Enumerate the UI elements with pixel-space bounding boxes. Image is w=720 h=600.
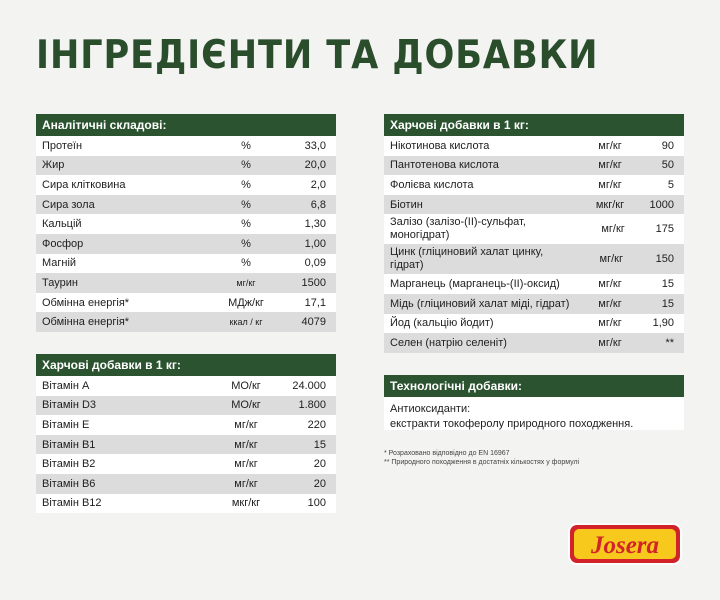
- row-value: 1,00: [304, 237, 326, 250]
- row-name: Кальцій: [42, 218, 82, 231]
- row-name: Вітамін В2: [42, 458, 96, 471]
- row-name: Нікотинова кислота: [390, 139, 490, 152]
- row-value: 0,09: [304, 257, 326, 270]
- row-unit: мкг/кг: [231, 497, 261, 510]
- nutritional-row: [384, 175, 684, 195]
- nutritional-panel: [384, 114, 684, 353]
- row-name: Протеїн: [42, 139, 83, 152]
- row-name: Вітамін В1: [42, 438, 96, 451]
- row-value: 20: [313, 477, 326, 490]
- antioxidants-label: Антиоксиданти:: [390, 403, 471, 415]
- row-unit: мг/кг: [234, 418, 258, 431]
- row-value: 1000: [649, 198, 674, 211]
- row-value: 1,30: [304, 218, 326, 231]
- row-name: Таурин: [42, 276, 78, 289]
- footnotes: [384, 449, 684, 467]
- row-unit: мг/кг: [601, 222, 625, 235]
- vitamins-row: [36, 494, 336, 514]
- row-value: 50: [661, 159, 674, 172]
- row-name: Жир: [42, 159, 65, 172]
- row-name: Фосфор: [42, 237, 84, 250]
- nutritional-row: [384, 274, 684, 294]
- row-value: 20: [313, 458, 326, 471]
- josera-logo: [567, 522, 683, 566]
- row-unit: мг/кг: [599, 252, 624, 265]
- row-name: Фолієва кислота: [390, 178, 474, 191]
- row-name: Залізо (залізо-(II)-сульфат, моногідрат): [390, 216, 526, 242]
- row-unit: %: [241, 237, 251, 250]
- nutritional-row: [384, 195, 684, 215]
- row-unit: мг/кг: [598, 297, 622, 310]
- analytical-row: [36, 136, 336, 156]
- row-name: Мідь (гліциновий халат міді, гідрат): [390, 297, 570, 310]
- row-name: Пантотенова кислота: [390, 159, 499, 172]
- row-name: Магній: [42, 257, 77, 270]
- row-value: 90: [661, 139, 674, 152]
- row-value: 33,0: [304, 139, 326, 152]
- row-unit: мкг/кг: [595, 198, 625, 211]
- row-name: Обмінна енергія*: [42, 296, 130, 309]
- row-unit: мг/кг: [598, 336, 622, 349]
- page-title: ІНГРЕДІЄНТИ ТА ДОБАВКИ: [36, 33, 599, 78]
- vitamins-row: [36, 415, 336, 435]
- nutritional-row: [384, 294, 684, 314]
- analytical-row: [36, 156, 336, 176]
- row-value: 17,1: [304, 296, 326, 309]
- analytical-row: [36, 195, 336, 215]
- row-name: Обмінна енергія*: [42, 316, 130, 329]
- row-name: Селен (натрію селеніт): [390, 336, 507, 349]
- row-value: 15: [661, 297, 674, 310]
- row-unit: мг/кг: [598, 317, 622, 330]
- row-value: 20,0: [304, 159, 326, 172]
- row-unit: мг/кг: [598, 178, 622, 191]
- footnote-natural: ** Природного походження в достатніх кількостях у формулі: [384, 459, 580, 466]
- row-value: 15: [661, 278, 674, 291]
- technological-header: Технологічні добавки:: [384, 375, 684, 397]
- row-name: Вітамін Е: [42, 418, 90, 431]
- technological-panel: [384, 375, 684, 430]
- row-unit: ккал / кг: [229, 317, 263, 328]
- row-value: **: [665, 336, 674, 349]
- analytical-header: Аналітичні складові:: [36, 114, 336, 136]
- footnote-energy: * Розраховано відповідно до EN 16967: [384, 450, 510, 457]
- antioxidants-description: екстракти токоферолу природного походження.: [390, 417, 634, 430]
- row-unit: мг/кг: [234, 477, 258, 490]
- row-unit: МО/кг: [231, 399, 261, 412]
- analytical-panel: [36, 114, 336, 332]
- vitamins-rows: [36, 376, 336, 513]
- analytical-row: [36, 312, 336, 332]
- nutritional-row: [384, 156, 684, 176]
- analytical-rows: [36, 136, 336, 332]
- row-unit: мг/кг: [234, 438, 258, 451]
- nutritional-row: [384, 244, 684, 274]
- row-unit: %: [241, 178, 251, 191]
- row-unit: МО/кг: [231, 379, 261, 392]
- logo-wordmark: Josera: [590, 532, 660, 559]
- vitamins-header: Харчові добавки в 1 кг:: [36, 354, 336, 376]
- row-value: 15: [313, 438, 326, 451]
- row-name: Йод (кальцію йодит): [390, 317, 494, 330]
- vitamins-row: [36, 376, 336, 396]
- nutritional-header: Харчові добавки в 1 кг:: [384, 114, 684, 136]
- row-unit: мг/кг: [236, 277, 256, 288]
- row-unit: %: [241, 198, 251, 211]
- row-value: 1.800: [298, 399, 326, 412]
- nutritional-rows: [384, 136, 684, 353]
- row-name: Вітамін В12: [42, 497, 102, 510]
- vitamins-row: [36, 474, 336, 494]
- row-value: 1500: [301, 276, 326, 289]
- row-unit: мг/кг: [598, 278, 622, 291]
- vitamins-panel: [36, 354, 336, 513]
- row-name: Вітамін D3: [42, 399, 97, 412]
- row-value: 4079: [301, 316, 326, 329]
- row-value: 150: [655, 252, 674, 265]
- row-unit: %: [241, 159, 251, 172]
- row-name: Сира клітковина: [42, 178, 126, 191]
- row-value: 24.000: [292, 379, 326, 392]
- nutritional-row: [384, 136, 684, 156]
- row-name: Сира зола: [42, 198, 95, 211]
- vitamins-row: [36, 396, 336, 416]
- row-name: Марганець (марганець-(II)-оксид): [390, 278, 560, 291]
- row-unit: %: [241, 218, 251, 231]
- analytical-row: [36, 273, 336, 293]
- row-unit: %: [241, 257, 251, 270]
- analytical-row: [36, 175, 336, 195]
- nutritional-row: [384, 314, 684, 334]
- row-name: Вітамін А: [42, 379, 90, 392]
- row-name: Біотин: [390, 198, 423, 211]
- nutritional-row: [384, 333, 684, 353]
- row-unit: мг/кг: [598, 159, 622, 172]
- row-unit: мг/кг: [598, 139, 622, 152]
- row-name: Вітамін В6: [42, 477, 96, 490]
- row-value: 2,0: [310, 178, 326, 191]
- row-value: 220: [307, 418, 326, 431]
- analytical-row: [36, 234, 336, 254]
- row-unit: мг/кг: [234, 458, 258, 471]
- vitamins-row: [36, 435, 336, 455]
- technological-text: [384, 397, 684, 430]
- row-name: Цинк (гліциновий халат цинку, гідрат): [390, 246, 544, 272]
- vitamins-row: [36, 454, 336, 474]
- analytical-row: [36, 254, 336, 274]
- row-unit: %: [241, 139, 251, 152]
- nutritional-row: [384, 214, 684, 244]
- row-value: 1,90: [652, 317, 674, 330]
- row-unit: МДж/кг: [228, 296, 264, 309]
- row-value: 6,8: [310, 198, 326, 211]
- row-value: 175: [655, 222, 674, 235]
- row-value: 100: [307, 497, 326, 510]
- row-value: 5: [667, 178, 674, 191]
- analytical-row: [36, 214, 336, 234]
- analytical-row: [36, 293, 336, 313]
